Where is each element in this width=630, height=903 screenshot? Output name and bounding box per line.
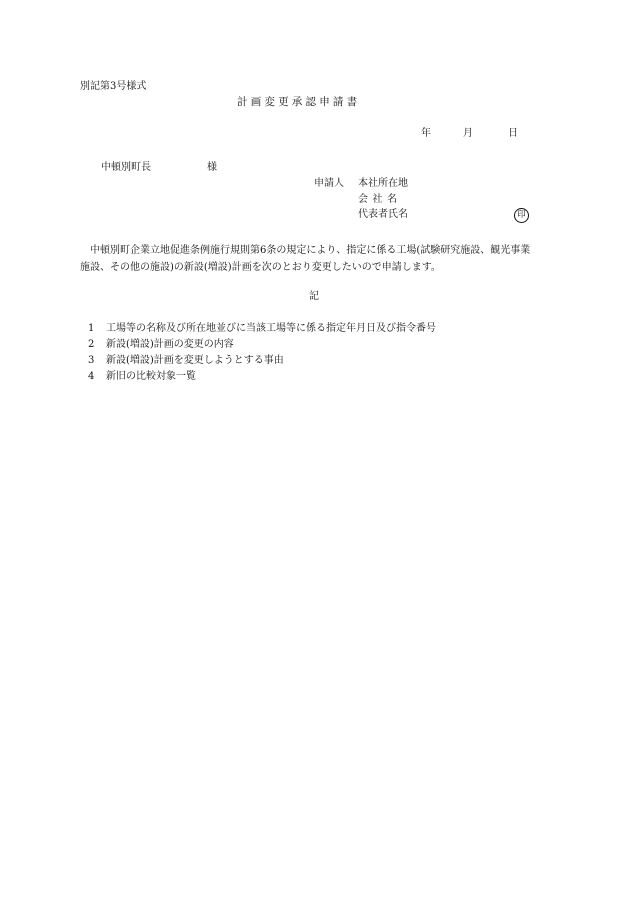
list-item-text: 工場等の名称及び所在地並びに当該工場等に係る指定年月日及び指令番号 — [106, 323, 436, 334]
list-item-number: 1 — [88, 323, 95, 334]
date-month-label: 月 — [463, 128, 473, 139]
list-item-number: 4 — [88, 371, 95, 382]
list-item-text: 新設(増設)計画を変更しようとする事由 — [106, 355, 284, 366]
list-item — [88, 356, 528, 372]
date-year-label: 年 — [421, 128, 431, 139]
list-item-text: 新旧の比較対象一覧 — [106, 371, 196, 382]
list-item-text: 新設(増設)計画の変更の内容 — [106, 339, 234, 350]
addressee: 中頓別町長 — [101, 162, 151, 173]
list-item — [88, 324, 528, 340]
form-label: 別記第3号様式 — [80, 81, 147, 92]
date-line — [0, 129, 630, 143]
applicant-field-representative: 代表者氏名 — [358, 209, 408, 220]
item-list — [88, 324, 528, 388]
list-item — [88, 340, 528, 356]
date-day-label: 日 — [508, 128, 518, 139]
list-item-number: 3 — [88, 355, 95, 366]
seal-mark-icon: 印 — [514, 208, 529, 223]
applicant-label: 申請人 — [314, 178, 344, 189]
application-body-text: 中頓別町企業立地促進条例施行規則第6条の規定により、指定に係る工場(試験研究施設、観光事業施設、その他の施設)の新設(増設)計画を次のとおり変更したいので申請します。 — [80, 245, 531, 273]
addressee-honorific: 様 — [207, 162, 217, 173]
applicant-field-company: 会社名 — [358, 194, 402, 205]
list-item — [88, 372, 528, 388]
list-item-number: 2 — [88, 339, 95, 350]
document-title: 計画変更承認申請書 — [237, 96, 361, 108]
applicant-field-address: 本社所在地 — [358, 178, 408, 189]
ki-heading: 記 — [309, 291, 319, 302]
